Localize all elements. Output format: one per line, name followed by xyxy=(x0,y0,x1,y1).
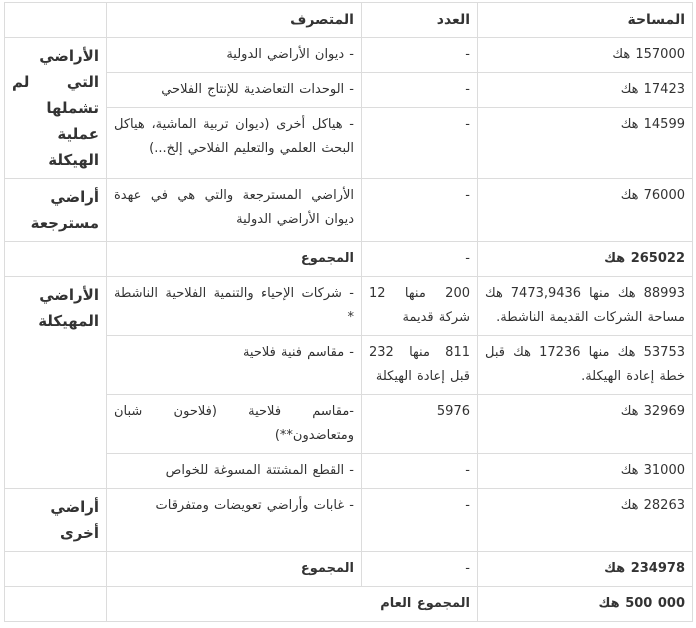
grand-total-label: المجموع العام xyxy=(107,587,478,622)
operator-cell: - القطع المشتتة المسوغة للخواص xyxy=(107,454,362,489)
count-cell: 811 منها 232 قبل إعادة الهيكلة xyxy=(362,336,478,395)
header-count: العدد xyxy=(362,3,478,38)
operator-cell: - ديوان الأراضي الدولية xyxy=(107,38,362,73)
empty-cell xyxy=(5,587,107,622)
area-cell: 31000 هك xyxy=(478,454,693,489)
table-row xyxy=(5,395,693,454)
subtotal-area: 265022 هك xyxy=(478,242,693,277)
land-table xyxy=(4,2,693,622)
table-row xyxy=(5,38,693,73)
category-unrestructured: الأراضي التي لم تشملها عملية الهيكلة xyxy=(5,38,107,179)
area-cell: 14599 هك xyxy=(478,108,693,179)
table-row xyxy=(5,277,693,336)
table-row xyxy=(5,489,693,552)
table-row xyxy=(5,336,693,395)
empty-cell xyxy=(5,242,107,277)
grand-total-row xyxy=(5,587,693,622)
count-cell: - xyxy=(362,179,478,242)
count-cell: 200 منها 12 شركة قديمة xyxy=(362,277,478,336)
area-cell: 28263 هك xyxy=(478,489,693,552)
category-restructured: الأراضي المهيكلة xyxy=(5,277,107,489)
count-cell: - xyxy=(362,454,478,489)
operator-cell: الأراضي المسترجعة والتي هي في عهدة ديوان الأراضي الدولية xyxy=(107,179,362,242)
header-category xyxy=(5,3,107,38)
category-other: أراضي أخرى xyxy=(5,489,107,552)
count-cell: - xyxy=(362,552,478,587)
operator-cell: - غابات وأراضي تعويضات ومتفرقات xyxy=(107,489,362,552)
operator-cell: - مقاسم فنية فلاحية xyxy=(107,336,362,395)
count-cell: - xyxy=(362,108,478,179)
table-row xyxy=(5,73,693,108)
table-row xyxy=(5,108,693,179)
operator-cell: - هياكل أخرى (ديوان تربية الماشية، هياكل البحث العلمي والتعليم الفلاحي إلخ...) xyxy=(107,108,362,179)
count-cell: - xyxy=(362,489,478,552)
table-row xyxy=(5,179,693,242)
area-cell: 32969 هك xyxy=(478,395,693,454)
subtotal-row xyxy=(5,242,693,277)
subtotal-label: المجموع xyxy=(107,552,362,587)
count-cell: 5976 xyxy=(362,395,478,454)
header-area: المساحة xyxy=(478,3,693,38)
header-row xyxy=(5,3,693,38)
subtotal-label: المجموع xyxy=(107,242,362,277)
count-cell: - xyxy=(362,73,478,108)
count-cell: - xyxy=(362,242,478,277)
header-operator: المتصرف xyxy=(107,3,362,38)
area-cell: 17423 هك xyxy=(478,73,693,108)
operator-cell: -مقاسم فلاحية (فلاحون شبان ومتعاضدون**) xyxy=(107,395,362,454)
area-cell: 53753 هك منها 17236 هك قبل خطة إعادة الهيكلة. xyxy=(478,336,693,395)
operator-cell: - شركات الإحياء والتنمية الفلاحية الناشطة * xyxy=(107,277,362,336)
area-cell: 88993 هك منها 7473,9436 هك مساحة الشركات القديمة الناشطة. xyxy=(478,277,693,336)
area-cell: 157000 هك xyxy=(478,38,693,73)
grand-total-area: 000 500 هك xyxy=(478,587,693,622)
empty-cell xyxy=(5,552,107,587)
table-row xyxy=(5,454,693,489)
subtotal-row xyxy=(5,552,693,587)
operator-cell: - الوحدات التعاضدية للإنتاج الفلاحي xyxy=(107,73,362,108)
subtotal-area: 234978 هك xyxy=(478,552,693,587)
category-recovered: أراضي مسترجعة xyxy=(5,179,107,242)
count-cell: - xyxy=(362,38,478,73)
area-cell: 76000 هك xyxy=(478,179,693,242)
